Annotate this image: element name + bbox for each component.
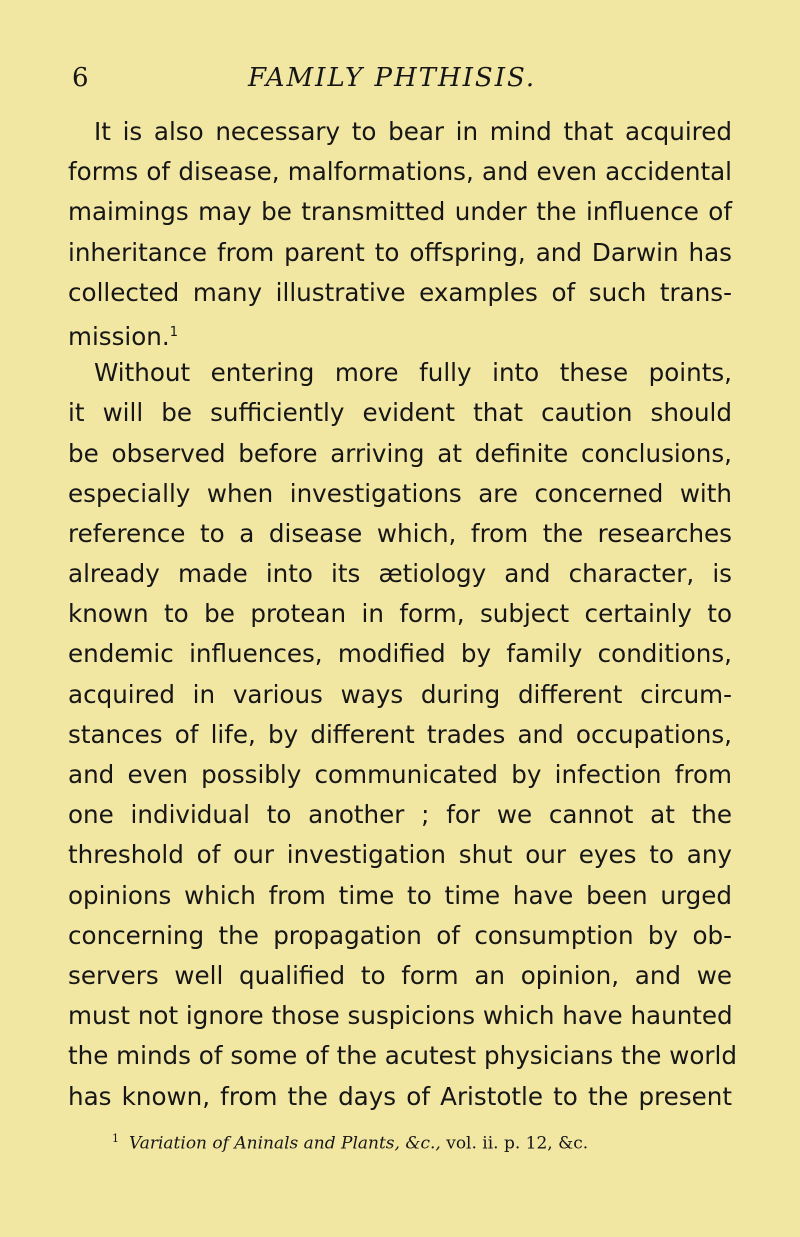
text-line: especially when investigations are concerned with: [68, 478, 732, 508]
text-line-with-note: [68, 313, 732, 353]
text-line: already made into its ætiology and character, is: [68, 559, 732, 589]
text-fragment: mission.: [68, 322, 170, 352]
text-line: concerning the propagation of consumption by ob-: [68, 920, 732, 950]
text-line: one individual to another ; for we cannot at the: [68, 800, 732, 830]
text-line: collected many illustrative examples of such trans-: [68, 277, 732, 307]
text-line: servers well qualified to form an opinion, and we: [68, 960, 732, 990]
text-line: opinions which from time to time have been urged: [68, 880, 732, 910]
text-line: threshold of our investigation shut our eyes to any: [68, 840, 732, 870]
footnote: [112, 1126, 712, 1157]
text-line: known to be protean in form, subject certainly to: [68, 599, 732, 629]
text-line: and even possibly communicated by infection from: [68, 760, 732, 789]
footnote-title: Variation of Aninals and Plants, &c.,: [129, 1133, 441, 1154]
footnote-reference[interactable]: 1: [169, 324, 178, 340]
body-text: [68, 112, 737, 1117]
page-number: 6: [72, 63, 90, 93]
text-line: endemic influences, modified by family conditions,: [68, 639, 732, 669]
text-line: maimings may be transmitted under the influence of: [68, 197, 732, 227]
running-head: [60, 62, 740, 102]
running-title: FAMILY PHTHISIS.: [248, 63, 537, 93]
text-line: must not ignore those suspicions which have haunted: [68, 1001, 733, 1031]
text-line: inheritance from parent to offspring, and Darwin has: [68, 237, 732, 267]
text-line: Without entering more fully into these points,: [94, 358, 732, 388]
text-line: It is also necessary to bear in mind that acquired: [94, 117, 732, 146]
text-line: be observed before arriving at definite conclusions,: [68, 438, 732, 468]
text-line: acquired in various ways during different circum-: [68, 679, 732, 709]
footnote-marker: 1: [112, 1132, 119, 1145]
text-line: it will be sufficiently evident that caution should: [68, 398, 732, 428]
text-line: forms of disease, malformations, and even accidental: [68, 157, 732, 187]
text-line: reference to a disease which, from the researches: [68, 518, 732, 548]
footnote-citation: vol. ii. p. 12, &c.: [446, 1133, 589, 1154]
text-line: has known, from the days of Aristotle to the present: [68, 1081, 732, 1111]
text-line: stances of life, by different trades and occupations,: [68, 719, 732, 749]
text-line: the minds of some of the acutest physicians the world: [68, 1041, 737, 1071]
